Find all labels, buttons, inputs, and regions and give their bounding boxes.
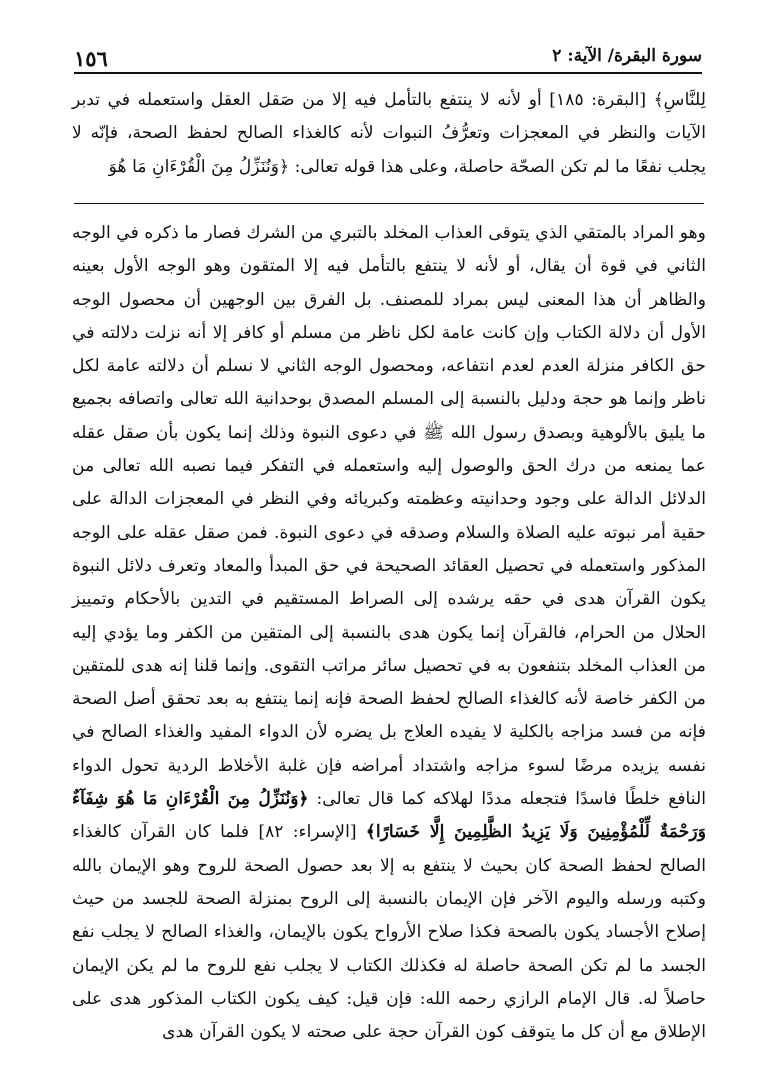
separator-line	[74, 203, 704, 204]
main-text-part-2: [الإسراء: ٨٢] فلما كان القرآن كالغذاء الصالح لحفظ الصحة كان بحيث لا ينتفع به إلا بعد حصول الصحة للروح وهو الإيمان بالله وكتبه ورسله واليوم الآخر فإن الإيمان بالنسبة إلى الروح بمنزلة الصحة للجسد من حيث إصلاح الأجساد يكون بالصحة فكذا صلاح الأرواح يكون بالإيمان، والغذاء الصالح لا يجلب نفع الجسد ما لم تكن الصحة حاصلة له فكذلك الكتاب لا يجلب نفع للروح ما لم يكن الإيمان حاصلاً له. قال الإمام الرازي رحمه الله: فإن قيل: كيف يكون الكتاب المذكور هدى على الإطلاق مع أن كل ما يتوقف كون القرآن حجة على صحته لا يكون القرآن هدى	[72, 822, 706, 1043]
main-text-part-1: وهو المراد بالمتقي الذي يتوقى العذاب المخلد بالتبري من الشرك فصار ما ذكره في الوجه الثاني في قوة أن يقال، أو لأنه لا ينتفع بالتأمل فيه إلا المتقون وهو الوجه الأول بعينه والظاهر أن هذا المعنى ليس بمراد للمصنف. بل الفرق بين الوجهين أن محصول الوجه الأول أن دلالة الكتاب وإن كانت عامة لكل ناظر من مسلم أو كافر إلا أنه نزلت دلالته في حق الكافر منزلة العدم لعدم انتفاعه، ومحصول الوجه الثاني لا نسلم أن دلالته عامة لكل ناظر وإنما هو حجة ودليل بالنسبة إلى المسلم المصدق بوحدانية الله تعالى واتصافه بجميع ما يليق بالألوهية وبصدق رسول الله ﷺ في دعوى النبوة وذلك إنما يكون بأن صقل عقله عما يمنعه من درك الحق والوصول إليه واستعمله في التفكر فيما نصبه الله تعالى من الدلائل الدالة على وجود وحدانيته وعظمته وكبريائه وفي النظر في المعجزات الدالة على حقية أمر نبوته عليه الصلاة والسلام وصدقه في دعوى النبوة. فمن صقل عقله على الوجه المذكور واستعمله في تحصيل العقائد الصحيحة في حق المبدأ والمعاد وتعرف دلائل النبوة يكون القرآن هدى في حقه يرشده إلى الصراط المستقيم في التدين بالأحكام وتمييز الحلال من الحرام، فالقرآن إنما يكون هدى بالنسبة إلى المتقين من الكفر وما يؤدي إليه من العذاب المخلد بتنفعون به في تحصيل سائر مراتب التقوى. وإنما قلنا إنه هدى للمتقين من الكفر خاصة لأنه كالغذاء الصالح لحفظ الصحة فإنه إنما ينتفع به بعد تحقق أصل الصحة فإنه من فسد مزاجه بالكلية لا يفيده العلاج بل يضره لأن الدواء المفيد والغذاء الصالح في نفسه يزيده مرضًا لسوء مزاجه واشتداد أمراضه فإن غلبة الأخلاط الردية تحول الدواء النافع خلطًا فاسدًا فتجعله مددًا لهلاكه كما قال تعالى:	[72, 223, 706, 810]
running-title: سورة البقرة/ الآية: ٢	[552, 46, 702, 66]
main-paragraph	[72, 217, 706, 1049]
quran-verse: ﴿وَنُنَزِّلُ مِنَ الْقُرْءَانِ مَا هُوَ شِفَآءٌ وَرَحْمَةٌ لِّلْمُؤْمِنِينَ وَلَا يَزِيدُ الظَّلِمِينَ إِلَّا خَسَارًا﴾	[72, 789, 707, 843]
top-paragraph: لِلنَّاسِ﴾ [البقرة: ١٨٥] أو لأنه لا ينتفع بالتأمل فيه إلا من صَقل العقل واستعمله في تدبر الآيات والنظر في المعجزات وتعرُّفُ النبوات لأنه كالغذاء الصالح لحفظ الصحة، فإنّه لا يجلب نفعًا ما لم تكن الصحّة حاصلة، وعلى هذا قوله تعالى: ﴿وَنُنَزِّلُ مِنَ الْقُرْءَانِ مَا هُوَ	[72, 90, 706, 177]
page-number: ١٥٦	[74, 46, 108, 71]
page-header	[74, 40, 702, 74]
